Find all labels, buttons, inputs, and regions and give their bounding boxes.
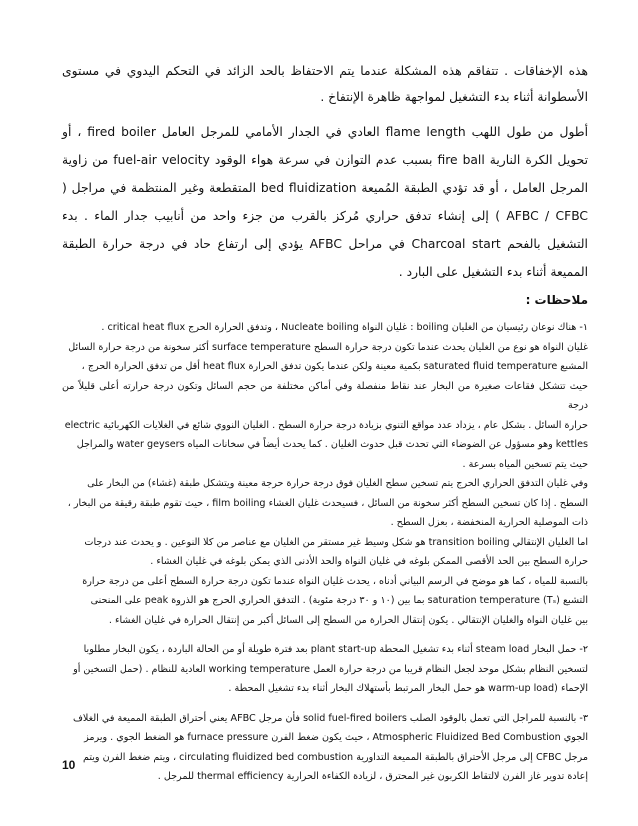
page-number: 10 bbox=[62, 758, 76, 772]
note-line: السطح . إذا كان تسخين السطح أكثر سخونة من السائل ، فسيحدث غليان الغشاء film boiling ، حيث تقوم طبقة رقيقة من البخار ، bbox=[67, 497, 588, 509]
paragraph-line: قد تؤدي الطبقة المُميعة bed fluidization المتقطعة وغير المنتظمة في مراجل ( AFBC / CFBC ) إلى إنشاء bbox=[62, 181, 589, 223]
note-line: التشبع saturation temperature (Tₛ) بما بين (١٠ و ٣٠ درجة مئوية) . التدفق الحراري الحرج هو الذروة peak على المنحنى bbox=[90, 595, 588, 606]
note-line: وفي غليان التدفق الحراري الحرج يتم تسخين سطح الغليان فوق درجة حرارة حرجة معينة ويتشكل طبقة (غشاء) من البخار على bbox=[87, 478, 588, 489]
note-line: ١- هناك نوعان رئيسيان من الغليان boiling : غليان النواة Nucleate boiling ، وتدفق الحرارة الحرج critical heat flux . bbox=[101, 322, 588, 333]
paragraph-failures bbox=[62, 58, 588, 110]
note-line: ذات الموصلية الحرارية المنخفضة ، بعزل السطح . bbox=[390, 517, 588, 528]
note-line: حرارة السائل . بشكل عام ، يزداد عدد مواقع التنوي بزيادة درجة حرارة السطح . الغليان النووي شائع في الغلايات الكهربائية electric bbox=[64, 419, 588, 431]
paragraph-line: تدفق حراري مُركز بالقرب من جزء واحد من أنابيب جدار الماء . بدء التشغيل بالفحم Charcoal start في مراحل bbox=[62, 209, 588, 251]
note-line: المشبع saturated fluid temperature بكمية معينة ولكن عندما يكون تدفق الحرارة heat flux أقل من تدفق الحرارة الحرج ، bbox=[81, 361, 588, 372]
document-page bbox=[62, 58, 588, 797]
note-boiling bbox=[62, 318, 588, 630]
note-line: حيث يتم تسخين المياه بسرعة . bbox=[462, 458, 588, 470]
note-line: ٢- حمل البخار steam load أثناء بدء تشغيل المحطة plant start-up بعد فترة طويلة أو من الحالة الباردة ، يكون البخار مطلوبا bbox=[83, 644, 588, 655]
note-line: حيث تتشكل فقاعات صغيرة من البخار عند نقاط منفصلة وفي أماكن مختلفة من حجم السائل وتكون درجة حرارته أعلى قليلاً من درجة bbox=[62, 380, 588, 411]
paragraph-flame-length bbox=[62, 118, 588, 286]
note-line: مرجل CFBC إلى مرجل الأحتراق بالطبقة المميعة التداورية circulating fluidized bed combustion ، ويتم ضغط الفرن ويتم bbox=[82, 751, 588, 763]
paragraph-line: التشغيل لمواجهة ظاهرة الإنتفاخ . bbox=[320, 90, 490, 104]
note-line: بالنسبة للمياه ، كما هو موضح في الرسم البياني أدناه ، يحدث غليان النواة عندما تكون درجة حرارة السطح أعلى من درجة حرارة bbox=[82, 575, 588, 587]
note-line: بين غليان النواة والغليان الإنتقالي . يكون إنتقال الحرارة من السطح إلى السائل أكبر من إنتقال الحرارة في غليان الغشاء . bbox=[108, 614, 588, 626]
notes-heading: ملاحظات : bbox=[525, 293, 588, 307]
note-line: الإحماء (warm-up load هو حمل البخار المرتبط بأستهلاك البخار أثناء بدء تشغيل المحطة . bbox=[228, 683, 588, 694]
note-afbc-cfbc bbox=[62, 709, 588, 787]
note-line: ٣- بالنسبة للمراجل التي تعمل بالوقود الصلب solid fuel-fired boilers فأن مرجل AFBC يعني أحتراق الطبقة المميعة في الغلاف bbox=[72, 712, 588, 724]
paragraph-line: النارية fire ball بسبب عدم التوازن في سرعة هواء الوقود fuel-air velocity من زاوية المرجل العامل ، أو bbox=[62, 153, 588, 195]
note-line: غليان النواة هو نوع من الغليان يحدث عندما تكون درجة حرارة السطح surface temperature أكثر سخونة من درجة حرارة السائل bbox=[68, 341, 588, 353]
note-line: اما الغليان الإنتقالي transition boiling هو شكل وسيط غير مستقر من الغليان مع عناصر من كلا النوعين . و يحدث عند درجات bbox=[84, 536, 588, 548]
note-steam-load bbox=[62, 640, 588, 699]
note-line: إعادة تدوير غاز الفرن لالتقاط الكربون غير المحترق ، لزيادة الكفاءة الحرارية thermal efficiency للمرجل . bbox=[157, 771, 588, 782]
paragraph-line: AFBC يؤدي إلى ارتفاع حاد في درجة حرارة الطبقة المميعة أثناء بدء التشغيل على البارد . bbox=[62, 237, 588, 279]
paragraph-line: هذه الإخفاقات . تتفاقم هذه المشكلة عندما يتم الاحتفاظ بالحد الزائد في التحكم اليدوي في مستوى الأسطوانة أثناء بدء bbox=[62, 64, 588, 104]
note-line: الجوي Atmospheric Fluidized Bed Combustion ، حيث يكون ضغط الفرن furnace pressure هو الضغط الجوي . ويرمز bbox=[84, 732, 588, 743]
note-line: لتسخين النظام بشكل موحد لجعل النظام قريبا من درجة حرارة العمل working temperature العادية للنظام . (حمل التسخين أو bbox=[73, 663, 588, 675]
paragraph-line: أطول من طول اللهب flame length العادي في الجدار الأمامي للمرجل العامل fired boiler ، أو تحويل الكرة bbox=[62, 125, 588, 167]
note-line: حرارة السطح بين الحد الأقصى الممكن بلوغه في غليان النواة والحد الأدنى الذي يمكن بلوغه في غليان الغشاء . bbox=[150, 556, 588, 567]
note-line: kettles وهو مسؤول عن الضوضاء التي تحدث قبل حدوث الغليان . كما يحدث أيضاً في سخانات المياه water geysers والمراجل bbox=[76, 439, 588, 450]
